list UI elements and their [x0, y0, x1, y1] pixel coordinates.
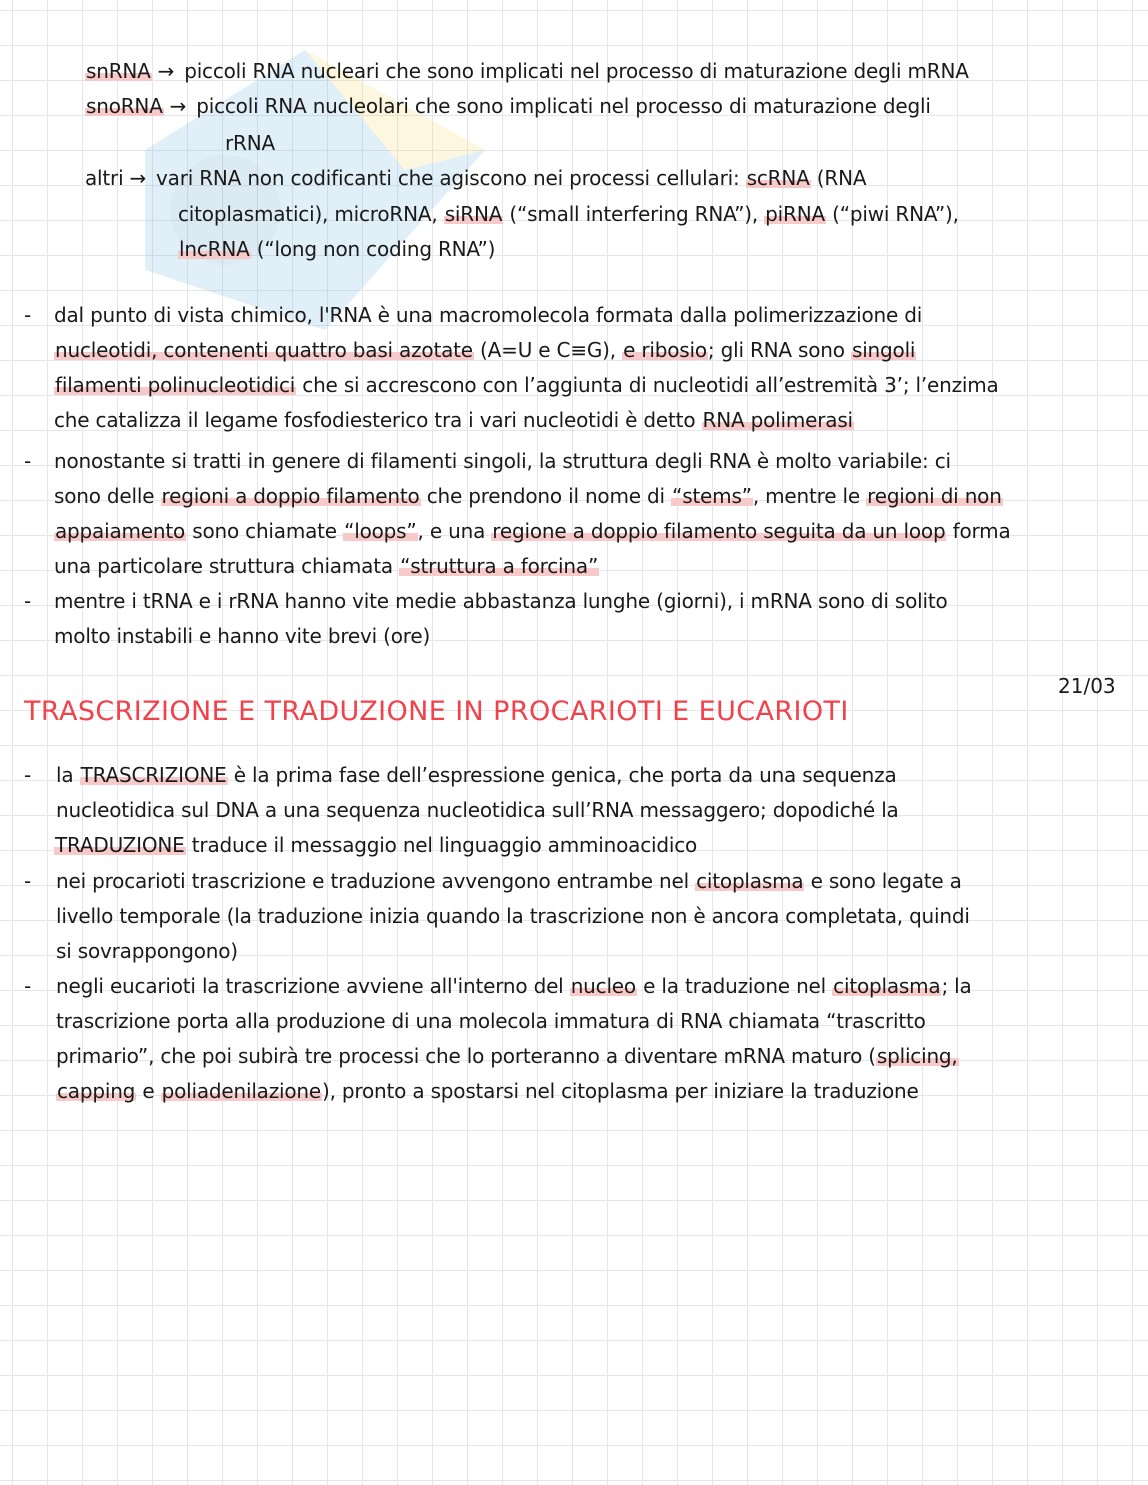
bullet-marker: - — [24, 869, 32, 893]
s1-b3-l2: molto instabili e hanno vite brevi (ore) — [54, 624, 431, 648]
rna-type-altri: altri → vari RNA non codificanti che agiscono nei processi cellulari: scRNA (RNA — [85, 166, 867, 190]
bullet-marker: - — [24, 763, 32, 787]
s1-b2-l1: nonostante si tratti in genere di filamenti singoli, la struttura degli RNA è molto variabile: ci — [54, 449, 951, 473]
s1-b2-l4: una particolare struttura chiamata “struttura a forcina” — [54, 554, 599, 578]
bullet-marker: - — [24, 974, 32, 998]
date-label: 21/03 — [1058, 674, 1116, 698]
s1-b1-l3: filamenti polinucleotidici che si accrescono con l’aggiunta di nucleotidi all’estremità 3’; l’enzima — [55, 373, 999, 397]
bullet-marker: - — [24, 449, 32, 473]
s2-b2-l1: nei procarioti trascrizione e traduzione avvengono entrambe nel citoplasma e sono legate a — [56, 869, 962, 893]
bullet-marker: - — [24, 589, 32, 613]
rna-type-altri-line2: citoplasmatici), microRNA, siRNA (“small interfering RNA”), piRNA (“piwi RNA”), — [178, 202, 959, 226]
rna-type-altri-line3: lncRNA (“long non coding RNA”) — [179, 237, 496, 261]
rna-type-snorna-cont: rRNA — [225, 131, 275, 155]
s2-b2-l2: livello temporale (la traduzione inizia quando la trascrizione non è ancora completata, quindi — [56, 904, 970, 928]
rna-type-snrna: snRNA → piccoli RNA nucleari che sono implicati nel processo di maturazione degli mRNA — [86, 59, 969, 83]
s2-b1-l3: TRADUZIONE traduce il messaggio nel linguaggio amminoacidico — [55, 833, 698, 857]
s1-b1-l1: dal punto di vista chimico, l'RNA è una macromolecola formata dalla polimerizzazione di — [54, 303, 923, 327]
s1-b1-l2: nucleotidi, contenenti quattro basi azotate (A=U e C≡G), e ribosio; gli RNA sono singoli — [55, 338, 916, 362]
rna-type-snorna: snoRNA → piccoli RNA nucleolari che sono implicati nel processo di maturazione degli — [86, 94, 931, 118]
s1-b3-l1: mentre i tRNA e i rRNA hanno vite medie abbastanza lunghe (giorni), i mRNA sono di solito — [54, 589, 948, 613]
s2-b3-l1: negli eucarioti la trascrizione avviene all'interno del nucleo e la traduzione nel citoplasma; la — [56, 974, 972, 998]
s1-b1-l4: che catalizza il legame fosfodiesterico tra i vari nucleotidi è detto RNA polimerasi — [54, 408, 853, 432]
s2-b2-l3: si sovrappongono) — [56, 939, 238, 963]
bullet-marker: - — [24, 303, 32, 327]
s2-b3-l4: capping e poliadenilazione), pronto a spostarsi nel citoplasma per iniziare la traduzione — [57, 1079, 919, 1103]
section-heading: TRASCRIZIONE E TRADUZIONE IN PROCARIOTI E EUCARIOTI — [24, 696, 849, 727]
s2-b3-l3: primario”, che poi subirà tre processi che lo porteranno a diventare mRNA maturo (splicing, — [56, 1044, 958, 1068]
s2-b1-l2: nucleotidica sul DNA a una sequenza nucleotidica sull’RNA messaggero; dopodiché la — [56, 798, 899, 822]
s1-b2-l3: appaiamento sono chiamate “loops”, e una regione a doppio filamento seguita da un loop forma — [55, 519, 1011, 543]
s2-b3-l2: trascrizione porta alla produzione di una molecola immatura di RNA chiamata “trascritto — [56, 1009, 926, 1033]
s2-b1-l1: la TRASCRIZIONE è la prima fase dell’espressione genica, che porta da una sequenza — [56, 763, 897, 787]
s1-b2-l2: sono delle regioni a doppio filamento che prendono il nome di “stems”, mentre le regioni di non — [54, 484, 1002, 508]
